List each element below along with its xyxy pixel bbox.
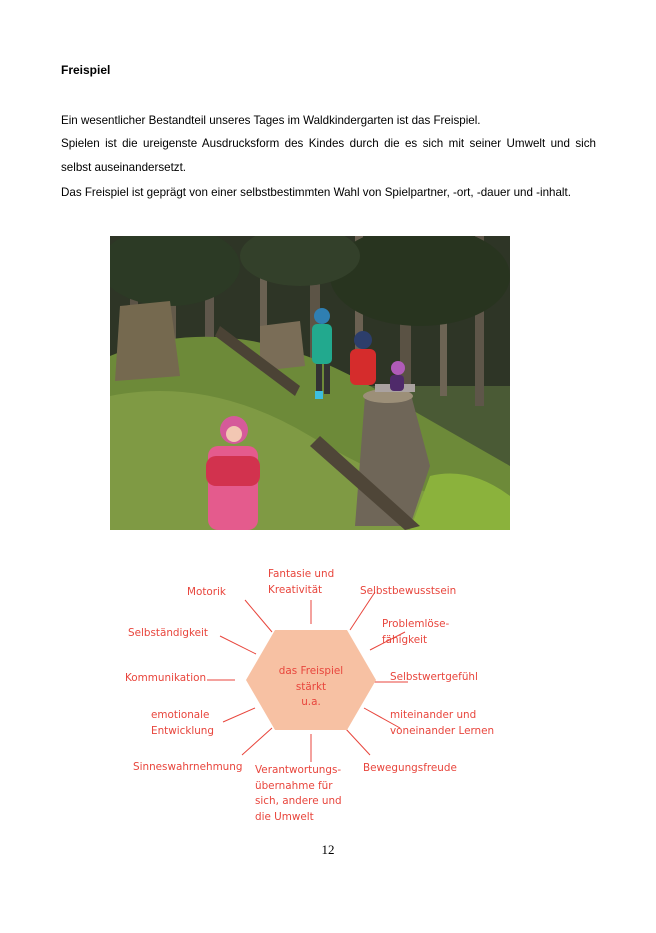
center-line-1: das Freispiel (278, 665, 344, 677)
label-sinnes: Sinneswahrnehmung (133, 761, 243, 773)
label-selbstbewusstsein: Selbstbewusstsein (360, 585, 457, 597)
label-verantwortung: Verantwortungs- übernahme für sich, andere und die Umwelt (255, 764, 342, 823)
center-line-3: u.a. (301, 696, 321, 708)
label-motorik: Motorik (187, 586, 226, 598)
label-selbstwert: Selbstwertgefühl (390, 671, 478, 683)
paragraph-3: Das Freispiel ist geprägt von einer selbstbestimmten Wahl von Spielpartner, -ort, -dauer und -inhalt. (61, 186, 571, 199)
label-selbststaendigkeit: Selbständigkeit (128, 627, 208, 639)
label-bewegung: Bewegungsfreude (363, 762, 457, 774)
label-fantasie: Fantasie und Kreativität (268, 568, 335, 596)
page-number: 12 (321, 842, 335, 857)
label-emotionale: emotionale Entwicklung (151, 709, 214, 737)
label-kommunikation: Kommunikation (125, 672, 207, 684)
label-problemloese: Problemlöse- fähigkeit (382, 618, 450, 646)
section-heading: Freispiel (61, 63, 111, 77)
center-line-2: stärkt (295, 680, 327, 693)
forest-photo (110, 236, 510, 530)
label-miteinander: miteinander und voneinander Lernen (390, 709, 495, 737)
freispiel-diagram (110, 560, 510, 830)
paragraph-1: Ein wesentlicher Bestandteil unseres Tages im Waldkindergarten ist das Freispiel. (61, 114, 481, 127)
paragraph-2: Spielen ist die ureigenste Ausdrucksform des Kindes durch die es sich mit seiner Umwelt und sich selbst auseinandersetzt. (61, 137, 596, 174)
